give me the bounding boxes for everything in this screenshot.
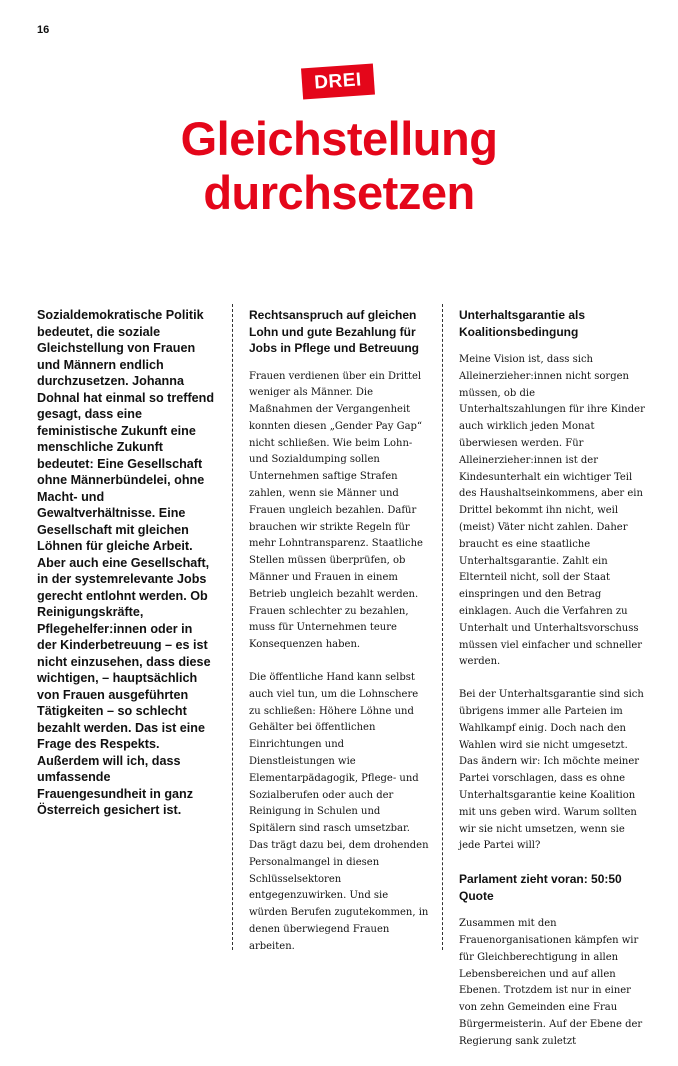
column-intro: [37, 307, 215, 819]
section-heading-equal-pay: Rechtsanspruch auf gleichen Lohn und gute Bezahlung für Jobs in Pflege und Betreuung: [249, 308, 420, 355]
chapter-badge: DREI: [301, 64, 375, 100]
page-number: 16: [37, 24, 50, 36]
title-line-1: Gleichstellung: [180, 112, 498, 165]
paragraph: Zusammen mit den Frauenorganisationen kämpfen wir für Gleichberechtigung in allen Lebensbereichen und auf allen Ebenen. Trotzdem ist nur in einer von zehn Gemeinden eine Frau Bürgermeisterin. Auf der Ebene der Regierung sank zuletzt: [459, 918, 643, 1047]
column-equal-pay: [249, 307, 429, 972]
section-heading-maintenance: Unterhaltsgarantie als Koalitionsbedingung: [459, 308, 586, 339]
page-title: [0, 112, 678, 220]
column-divider-1: [232, 304, 233, 950]
paragraph: Die öffentliche Hand kann selbst auch viel tun, um die Lohnschere zu schließen: Höhere Löhne und Gehälter bei öffentlichen Einrichtungen und Dienstleistungen wie Elementarpädagogik, Pflege- und Sozialberufen oder auch der Reinigung in Schulen und Spitälern sind rasch umsetzbar. Das trägt dazu bei, dem drohenden Personalmangel in diesen Schlüsselsektoren entgegenzuwirken. Und sie würden Berufen zugutekommen, in denen überwiegend Frauen arbeiten.: [249, 672, 429, 952]
paragraph: Frauen verdienen über ein Drittel weniger als Männer. Die Maßnahmen der Vergangenheit konnten diesen „Gender Pay Gap“ nicht schließen. Wie beim Lohn- und Sozialdumping sollen Unternehmen saftige Strafen zahlen, wenn sie Männer und Frauen ungleich bezahlen. Dafür brauchen wir strikte Regeln für mehr Lohntransparenz. Staatliche Stellen müssen überprüfen, ob Männer und Frauen in einem Betrieb ungleich bezahlt werden. Frauen schlechter zu bezahlen, muss für Unternehmen teure Konsequenzen haben.: [249, 370, 423, 651]
paragraph: Meine Vision ist, dass sich Alleinerzieher:innen nicht sorgen müssen, ob die Unterhaltszahlungen für ihre Kinder auch wirklich jeden Monat überwiesen werden. Für Alleinerzieher:innen ist der Kindesunterhalt ein wichtiger Teil des Haushaltseinkommens, aber ein Drittel bekommt ihn nicht, weil (meist) Väter nicht zahlen. Daher braucht es eine staatliche Unterhaltsgarantie. Zahlt ein Elternteil nicht, soll der Staat einspringen und den Betrag einklagen. Auch die Verfahren zu Unterhalt und Unterhaltsvorschuss müssen viel einfacher und schneller werden.: [459, 354, 645, 668]
section-heading-quota: Parlament zieht voran: 50:50 Quote: [459, 872, 622, 903]
intro-text: Sozialdemokratische Politik bedeutet, die soziale Gleichstellung von Frauen und Männern endlich durchzusetzen. Johanna Dohnal hat einmal so treffend gesagt, dass eine feministische Zukunft eine menschliche Zukunft bedeutet: Eine Gesellschaft ohne Männerbündelei, ohne Macht- und Gewaltverhältnisse. Eine Gesellschaft mit gleichen Löhnen für gleiche Arbeit. Aber auch eine Gesellschaft, in der systemrelevante Jobs gerecht entlohnt werden. Ob Reinigungskräfte, Pflegehelfer:innen oder in der Kinderbetreuung – es ist nicht einzusehen, dass diese wichtigen, – hauptsächlich von Frauen ausgeführten Tätigkeiten – so schlecht bezahlt werden. Das ist eine Frage des Respekts. Außerdem will ich, dass umfassende Frauengesundheit in ganz Österreich gesichert ist.: [37, 308, 215, 817]
column-divider-2: [442, 304, 443, 950]
column-maintenance: [459, 307, 645, 1066]
paragraph: Bei der Unterhaltsgarantie sind sich übrigens immer alle Parteien im Wahlkampf einig. Doch nach den Wahlen wird sie nicht umgesetzt. Das ändern wir: Ich möchte meiner Partei vorschlagen, dass es ohne Unterhaltsgarantie keine Koalition mit uns geben wird. Warum sollten wir sie nicht umsetzen, wenn sie jede Partei will?: [459, 689, 644, 852]
title-line-2: durchsetzen: [203, 166, 475, 219]
